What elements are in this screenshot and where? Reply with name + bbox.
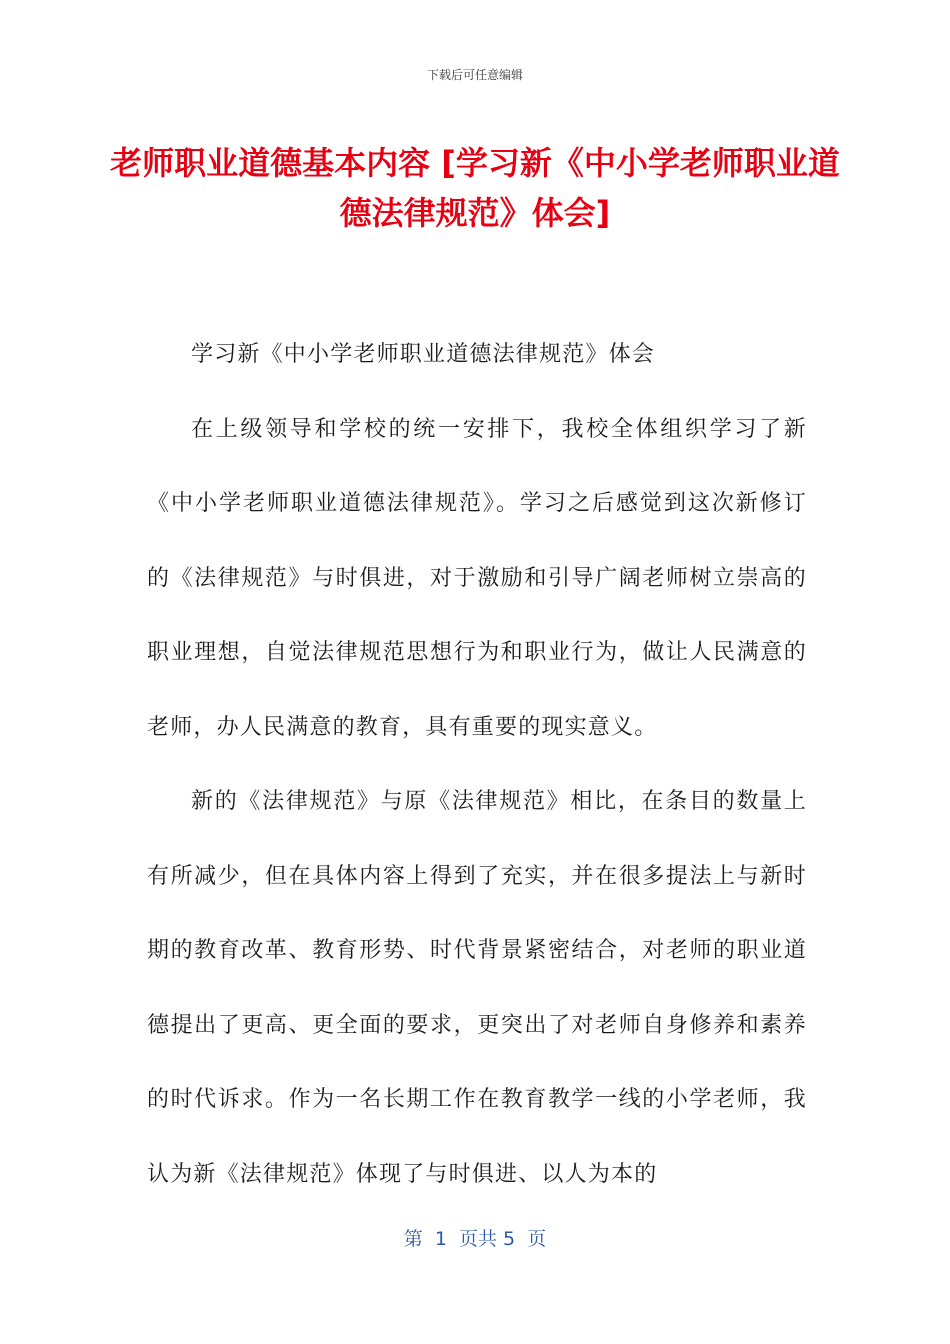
paragraph: 新的《法律规范》与原《法律规范》相比，在条目的数量上有所减少，但在具体内容上得到了充实，并在很多提法上与新时期的教育改革、教育形势、时代背景紧密结合，对老师的职业道德提出了更高、更全面的要求，更突出了对老师自身修养和素养的时代诉求。作为一名长期工作在教育教学一线的小学老师，我认为新《法律规范》体现了与时俱进、以人为本的 — [147, 789, 807, 1187]
paragraph-subtitle: 学习新《中小学老师职业道德法律规范》体会 — [191, 342, 656, 367]
document-title: 老师职业道德基本内容 [学习新《中小学老师职业道德法律规范》体会] — [110, 144, 840, 232]
header-note: 下载后可任意编辑 — [426, 68, 523, 82]
paragraph: 在上级领导和学校的统一安排下，我校全体组织学习了新《中小学老师职业道德法律规范》。学习之后感觉到这次新修订的《法律规范》与时俱进，对于激励和引导广阔老师树立崇高的职业理想，自觉法律规范思想行为和职业行为，做让人民满意的老师，办人民满意的教育，具有重要的现实意义。 — [147, 416, 807, 740]
document-body — [147, 318, 807, 1212]
page-footer: 第 1 页共 5 页 — [403, 1228, 547, 1250]
